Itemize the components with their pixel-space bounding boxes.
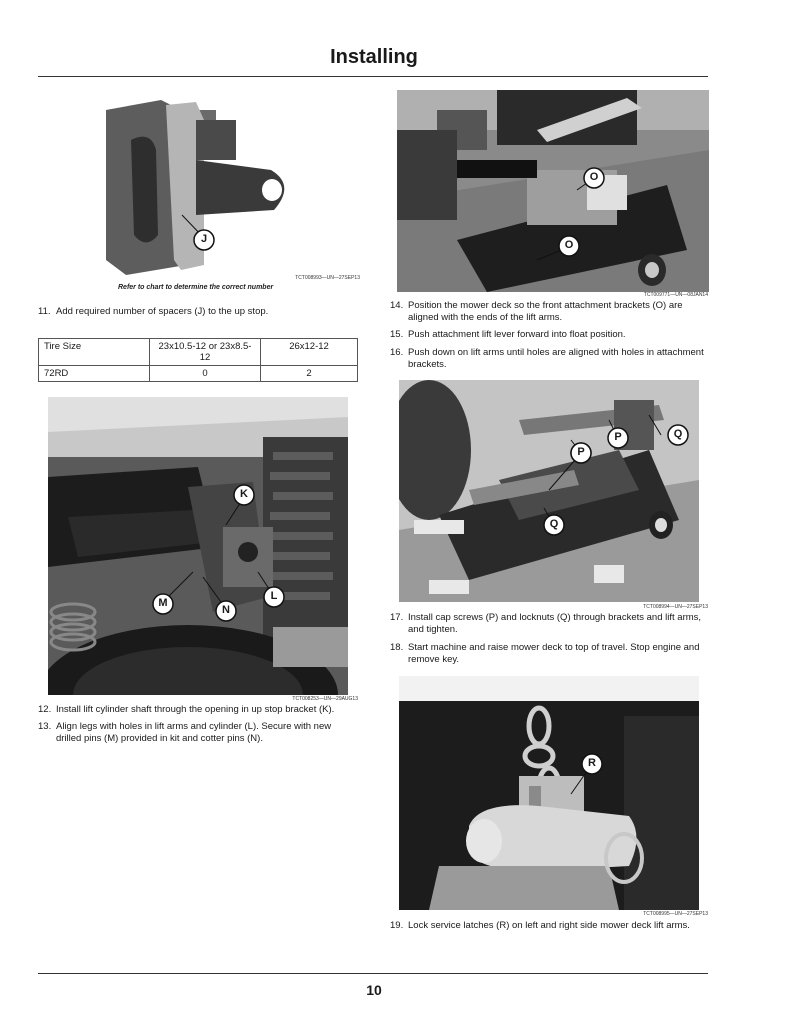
step-number: 14. [390,300,404,311]
table-header-cell: Tire Size [39,339,150,366]
step-text: Start machine and raise mower deck to top of travel. Stop engine and remove key. [408,642,700,665]
figure1-caption: TCT008993—UN—27SEP13 [295,275,360,281]
table-header-cell: 26x12-12 [261,339,358,366]
step-18 [390,642,710,668]
figure-lift-cylinder [48,397,348,695]
page-title: Installing [330,46,418,68]
figure1-note: Refer to chart to determine the correct number [118,284,274,291]
figure-front-attachment-brackets [397,90,709,292]
table-header-row [39,339,358,366]
step-number: 12. [38,704,52,715]
step-number: 17. [390,612,404,623]
figure2-caption: TCT008253—UN—29AUG13 [292,696,358,702]
step-text: Position the mower deck so the front attachment brackets (O) are aligned with the ends of the lift arms. [408,300,683,323]
figure3-caption: TCT009771—UN—08JAN14 [643,292,708,298]
step-number: 11. [38,306,51,317]
table-cell: 72RD [39,366,150,382]
step-19 [390,920,710,946]
table-header-cell: 23x10.5-12 or 23x8.5-12 [150,339,261,366]
callout-Q-upper: Q [673,428,683,440]
step-17 [390,612,710,638]
step-text: Add required number of spacers (J) to the up stop. [56,306,269,317]
step-number: 18. [390,642,404,653]
header-rule [38,76,708,77]
step-number: 15. [390,329,404,340]
step-16 [390,347,710,373]
figure5-caption: TCT008995—UN—27SEP13 [643,911,708,917]
callout-P-middle: P [577,446,585,458]
footer-rule [38,973,708,974]
figure4-caption: TCT008994—UN—27SEP13 [643,604,708,610]
step-14 [390,300,710,326]
callout-O-lower: O [564,239,574,251]
step-11 [38,306,358,320]
callout-O-upper: O [589,171,599,183]
step-text: Install cap screws (P) and locknuts (Q) through brackets and lift arms, and tighten. [408,612,702,635]
callout-K: K [240,488,248,500]
tire-spacer-table [38,338,358,382]
step-text: Push attachment lift lever forward into float position. [408,329,626,340]
figure-up-stop-bracket [96,90,358,276]
callout-M: M [158,597,168,609]
step-12 [38,704,358,716]
step-text: Align legs with holes in lift arms and cylinder (L). Secure with new drilled pins (M) provided in kit and cotter pins (N). [56,721,332,744]
step-number: 16. [390,347,404,358]
step-text: Lock service latches (R) on left and right side mower deck lift arms. [408,920,690,931]
step-number: 13. [38,721,52,732]
callout-P-upper-right: P [614,431,622,443]
callout-N: N [222,604,230,616]
callout-J: J [200,233,208,245]
step-number: 19. [390,920,404,931]
step-13 [38,721,358,747]
figure-service-latch [399,676,699,910]
page-number: 10 [366,982,382,998]
callout-R: R [588,757,596,769]
table-cell: 2 [261,366,358,382]
table-cell: 0 [150,366,261,382]
figure-cap-screws-locknuts [399,380,699,602]
step-text: Push down on lift arms until holes are aligned with holes in attachment brackets. [408,347,704,370]
callout-Q-lower: Q [549,518,559,530]
step-text: Install lift cylinder shaft through the opening in up stop bracket (K). [56,704,335,715]
table-row [39,366,358,382]
step-15 [390,329,710,341]
callout-L: L [270,590,278,602]
